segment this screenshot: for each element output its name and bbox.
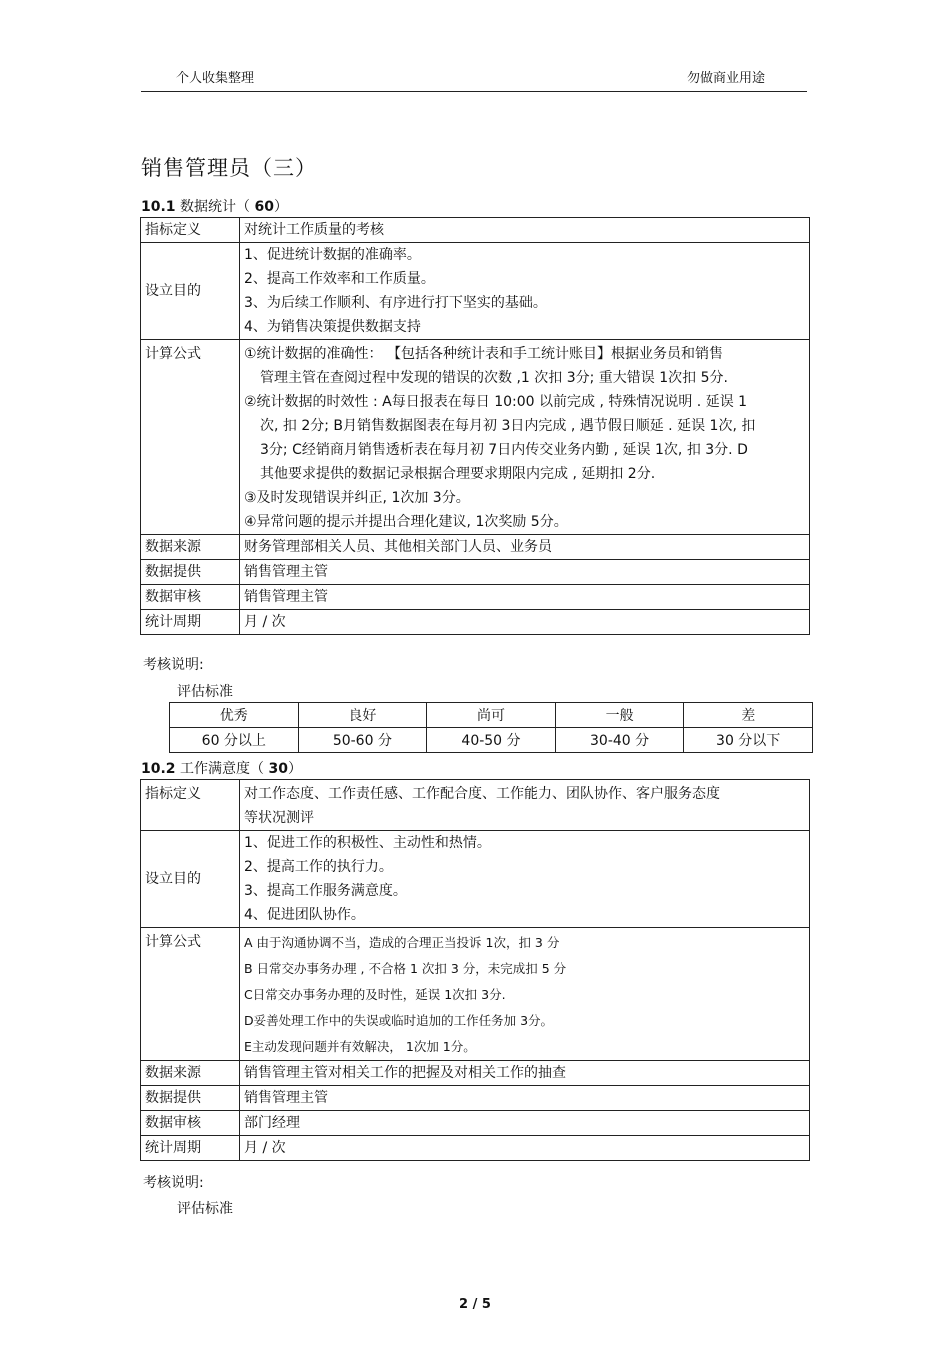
list-item: 4、为销售决策提供数据支持 xyxy=(244,319,421,335)
table-row xyxy=(141,1111,810,1136)
table-row xyxy=(141,928,810,1061)
section-score: 30 xyxy=(268,761,288,777)
table-row xyxy=(141,780,810,831)
row-label: 设立目的 xyxy=(141,831,240,928)
list-item: 3、提高工作服务满意度。 xyxy=(244,883,407,899)
row-value: 销售管理主管 xyxy=(240,560,810,585)
row-label: 指标定义 xyxy=(141,780,240,831)
section-name: 数据统计（ xyxy=(175,199,255,215)
grade-value: 50-60 分 xyxy=(298,728,427,753)
row-value: 销售管理主管 xyxy=(240,1086,810,1111)
row-value xyxy=(240,243,810,340)
list-item: 次, 扣 2分; B月销售数据图表在每月初 3日内完成 , 遇节假日顺延 . 延误 1次, 扣 xyxy=(260,418,756,434)
list-item: ④异常问题的提示并提出合理化建议, 1次奖励 5分。 xyxy=(244,514,568,530)
row-value: 部门经理 xyxy=(240,1111,810,1136)
row-label: 统计周期 xyxy=(141,610,240,635)
list-item: 等状况测评 xyxy=(244,810,314,826)
list-item: 其他要求提供的数据记录根据合理要求期限内完成 , 延期扣 2分. xyxy=(260,466,656,482)
list-item: 对工作态度、工作责任感、工作配合度、工作能力、团队协作、客户服务态度 xyxy=(244,786,720,802)
table-row xyxy=(141,1136,810,1161)
grade-value: 30-40 分 xyxy=(555,728,684,753)
section-close: ） xyxy=(273,199,288,215)
grade-value: 60 分以上 xyxy=(170,728,299,753)
row-label: 计算公式 xyxy=(141,928,240,1061)
table-row xyxy=(141,535,810,560)
table-row xyxy=(141,218,810,243)
grade-value: 30 分以下 xyxy=(684,728,813,753)
list-item: 4、促进团队协作。 xyxy=(244,907,365,923)
list-item: C日常交办事务办理的及时性，延误 1次扣 3分. xyxy=(244,987,506,1002)
section-number: 10.1 xyxy=(141,199,176,215)
table-row xyxy=(141,585,810,610)
list-item: 1、促进工作的积极性、主动性和热情。 xyxy=(244,835,491,851)
row-value: 销售管理主管 xyxy=(240,585,810,610)
section-title-1 xyxy=(141,196,288,216)
row-value xyxy=(240,928,810,1061)
header-left: 个人收集整理 xyxy=(176,71,255,86)
list-item: 管理主管在查阅过程中发现的错误的次数 ,1 次扣 3分; 重大错误 1次扣 5分. xyxy=(260,370,728,386)
section-title-2 xyxy=(141,758,302,778)
table-row xyxy=(141,560,810,585)
row-label: 数据提供 xyxy=(141,560,240,585)
table-row xyxy=(141,1061,810,1086)
row-label: 计算公式 xyxy=(141,340,240,535)
list-item: ①统计数据的准确性： 【包括各种统计表和手工统计账目】根据业务员和销售 xyxy=(244,346,723,362)
grade-header: 一般 xyxy=(555,703,684,728)
grade-header: 尚可 xyxy=(427,703,556,728)
list-item: E主动发现问题并有效解决， 1次加 1分。 xyxy=(244,1039,476,1054)
row-label: 数据来源 xyxy=(141,1061,240,1086)
grade-table xyxy=(169,702,813,753)
grade-header-row xyxy=(170,703,813,728)
grade-header: 良好 xyxy=(298,703,427,728)
row-label: 数据审核 xyxy=(141,1111,240,1136)
list-item: 3、为后续工作顺利、有序进行打下坚实的基础。 xyxy=(244,295,547,311)
list-item: D妥善处理工作中的失误或临时追加的工作任务加 3分。 xyxy=(244,1013,554,1028)
section-name: 工作满意度（ xyxy=(175,761,269,777)
table-row xyxy=(141,1086,810,1111)
table-row xyxy=(141,831,810,928)
standard-label: 评估标准 xyxy=(177,1201,233,1217)
row-label: 数据来源 xyxy=(141,535,240,560)
assessment-note-label: 考核说明: xyxy=(143,657,204,673)
list-item: ②统计数据的时效性 : A每日报表在每日 10:00 以前完成 , 特殊情况说明 . 延误 1 xyxy=(244,394,748,410)
row-value: 月 / 次 xyxy=(240,1136,810,1161)
table-row xyxy=(141,243,810,340)
row-value xyxy=(240,831,810,928)
document-title: 销售管理员（三） xyxy=(141,156,317,180)
list-item: A 由于沟通协调不当，造成的合理正当投诉 1次，扣 3 分 xyxy=(244,935,560,950)
header-rule xyxy=(141,91,807,92)
kpi-table-2 xyxy=(140,779,810,1161)
row-value xyxy=(240,780,810,831)
row-label: 指标定义 xyxy=(141,218,240,243)
grade-header: 优秀 xyxy=(170,703,299,728)
section-score: 60 xyxy=(254,199,274,215)
row-value: 月 / 次 xyxy=(240,610,810,635)
table-row xyxy=(141,340,810,535)
row-label: 设立目的 xyxy=(141,243,240,340)
table-row xyxy=(141,610,810,635)
row-value: 财务管理部相关人员、其他相关部门人员、业务员 xyxy=(240,535,810,560)
page-number: 2 / 5 xyxy=(459,1297,491,1312)
standard-label: 评估标准 xyxy=(177,684,233,700)
grade-header: 差 xyxy=(684,703,813,728)
grade-value: 40-50 分 xyxy=(427,728,556,753)
list-item: 2、提高工作的执行力。 xyxy=(244,859,393,875)
kpi-table-1 xyxy=(140,217,810,635)
list-item: 3分; C经销商月销售透析表在每月初 7日内传交业务内勤 , 延误 1次, 扣 3分. D xyxy=(260,442,748,458)
header-right: 勿做商业用途 xyxy=(687,71,766,86)
row-value: 对统计工作质量的考核 xyxy=(240,218,810,243)
row-label: 数据提供 xyxy=(141,1086,240,1111)
row-value: 销售管理主管对相关工作的把握及对相关工作的抽查 xyxy=(240,1061,810,1086)
list-item: ③及时发现错误并纠正, 1次加 3分。 xyxy=(244,490,470,506)
section-close: ） xyxy=(287,761,302,777)
grade-value-row xyxy=(170,728,813,753)
list-item: 1、促进统计数据的准确率。 xyxy=(244,247,421,263)
assessment-note-label: 考核说明: xyxy=(143,1175,204,1191)
list-item: 2、提高工作效率和工作质量。 xyxy=(244,271,435,287)
row-label: 数据审核 xyxy=(141,585,240,610)
row-value xyxy=(240,340,810,535)
section-number: 10.2 xyxy=(141,761,176,777)
list-item: B 日常交办事务办理 , 不合格 1 次扣 3 分，未完成扣 5 分 xyxy=(244,961,567,976)
row-label: 统计周期 xyxy=(141,1136,240,1161)
